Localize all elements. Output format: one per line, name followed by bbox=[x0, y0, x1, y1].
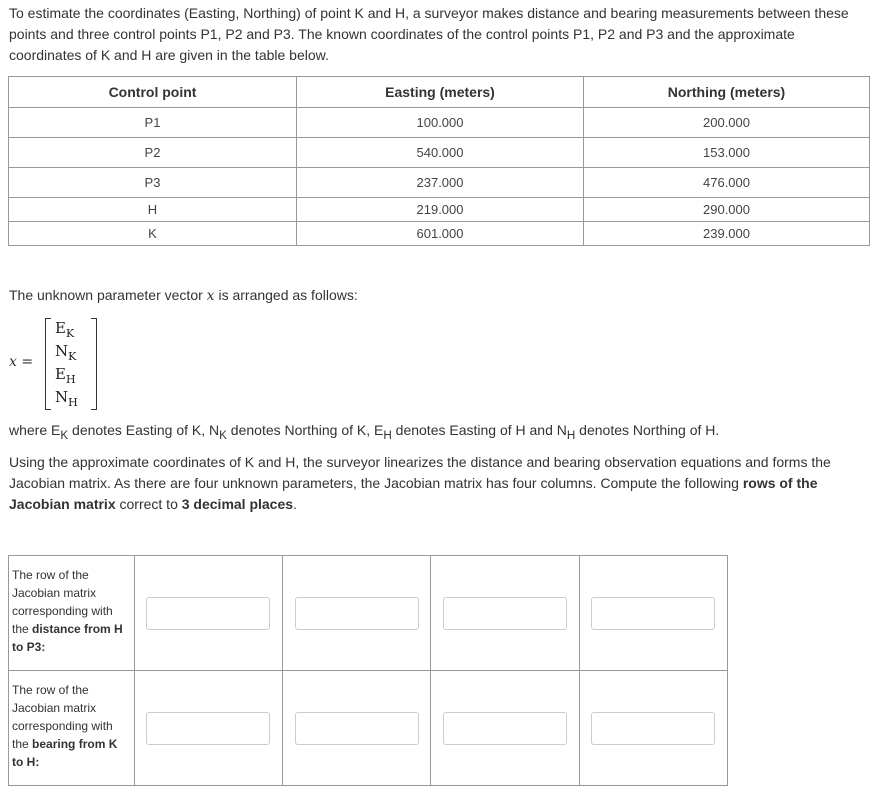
distance-h-p3-col3-input[interactable] bbox=[443, 597, 567, 630]
where-text: denotes Easting of H and N bbox=[391, 422, 567, 438]
bearing-k-h-col3-input[interactable] bbox=[443, 712, 567, 745]
table-header-row bbox=[9, 77, 870, 108]
right-bracket bbox=[91, 318, 97, 410]
instructions-bold: 3 decimal places bbox=[181, 496, 294, 512]
entry-base: N bbox=[55, 388, 69, 406]
cell-point: P3 bbox=[9, 168, 297, 198]
left-bracket bbox=[45, 318, 51, 410]
distance-h-p3-col2-input[interactable] bbox=[295, 597, 419, 630]
cell-point: P1 bbox=[9, 108, 297, 138]
coordinates-table bbox=[8, 76, 870, 246]
cell-northing: 239.000 bbox=[584, 222, 870, 246]
answer-cell bbox=[579, 671, 727, 786]
table-row bbox=[9, 168, 870, 198]
vector-lhs bbox=[9, 354, 33, 370]
unknown-prefix: The unknown parameter vector bbox=[9, 287, 203, 303]
cell-northing: 200.000 bbox=[584, 108, 870, 138]
answer-cell bbox=[134, 671, 282, 786]
parameter-vector bbox=[9, 318, 129, 410]
cell-easting: 540.000 bbox=[297, 138, 584, 168]
where-sub: K bbox=[219, 428, 227, 442]
entry-base: N bbox=[55, 342, 69, 360]
where-sub: H bbox=[566, 428, 576, 442]
entry-sub: K bbox=[65, 327, 75, 340]
distance-h-p3-col4-input[interactable] bbox=[591, 597, 715, 630]
table-row bbox=[9, 108, 870, 138]
cell-easting: 100.000 bbox=[297, 108, 584, 138]
instructions-text: Using the approximate coordinates of K and H, the surveyor linearizes the distance and bearing observation equations and forms the Jacobian matrix. As there are four unknown parameters, the Jacobian matrix has four columns. Compute the following bbox=[9, 454, 831, 491]
table-row bbox=[9, 222, 870, 246]
where-text: denotes Northing of K, E bbox=[226, 422, 384, 438]
bearing-k-h-col2-input[interactable] bbox=[295, 712, 419, 745]
intro-paragraph: To estimate the coordinates (Easting, Northing) of point K and H, a surveyor makes distance and bearing measurements between these points and three control points P1, P2 and P3. The known coordinates of the control points P1, P2 and P3 and the approximate coordinates of K and H are given in the table below. bbox=[9, 5, 849, 63]
vector-symbol: x bbox=[206, 288, 215, 304]
instructions-paragraph bbox=[9, 452, 871, 515]
vector-entry-nh bbox=[55, 388, 87, 409]
cell-easting: 601.000 bbox=[297, 222, 584, 246]
answer-cell bbox=[431, 556, 579, 671]
answer-cell bbox=[134, 556, 282, 671]
header-control-point: Control point bbox=[9, 77, 297, 108]
entry-base: E bbox=[55, 319, 66, 337]
where-sub: K bbox=[60, 428, 69, 442]
cell-easting: 219.000 bbox=[297, 198, 584, 222]
unknown-suffix: is arranged as follows: bbox=[218, 287, 358, 303]
entry-base: E bbox=[55, 365, 66, 383]
where-sentence bbox=[9, 420, 871, 446]
entry-sub: H bbox=[65, 373, 76, 386]
answer-cell bbox=[431, 671, 579, 786]
cell-northing: 153.000 bbox=[584, 138, 870, 168]
equals-sign: = bbox=[21, 354, 34, 370]
cell-northing: 476.000 bbox=[584, 168, 870, 198]
cell-point: H bbox=[9, 198, 297, 222]
answer-cell bbox=[283, 671, 431, 786]
instructions-bold: rows of the Jacobian matrix bbox=[9, 475, 818, 512]
vector-entry-ek bbox=[55, 319, 87, 340]
answer-label-bold: bearing from K to H: bbox=[12, 737, 118, 769]
entry-sub: K bbox=[68, 350, 77, 363]
header-easting: Easting (meters) bbox=[297, 77, 584, 108]
answer-label-bold: distance from H to P3: bbox=[12, 622, 123, 654]
bearing-k-h-col1-input[interactable] bbox=[146, 712, 270, 745]
instructions-text: . bbox=[293, 496, 297, 512]
answer-label-text: The row of the Jacobian matrix corresponding with the bbox=[12, 683, 113, 751]
bearing-k-h-col4-input[interactable] bbox=[591, 712, 715, 745]
header-northing: Northing (meters) bbox=[584, 77, 870, 108]
answer-grid bbox=[8, 555, 728, 786]
where-text: denotes Easting of K, N bbox=[68, 422, 220, 438]
entry-sub: H bbox=[68, 396, 78, 409]
vector-entry-eh bbox=[55, 365, 87, 386]
answer-cell bbox=[283, 556, 431, 671]
where-text: denotes Northing of H. bbox=[575, 422, 720, 438]
vector-lhs-symbol: x bbox=[9, 354, 17, 370]
cell-easting: 237.000 bbox=[297, 168, 584, 198]
answer-label bbox=[9, 671, 135, 786]
answer-row-distance bbox=[9, 556, 728, 671]
instructions-text: correct to bbox=[115, 496, 182, 512]
answer-cell bbox=[579, 556, 727, 671]
table-row bbox=[9, 138, 870, 168]
answer-label bbox=[9, 556, 135, 671]
table-row bbox=[9, 198, 870, 222]
where-sub: H bbox=[383, 428, 392, 442]
vector-entry-nk bbox=[55, 342, 87, 363]
answer-label-text: The row of the Jacobian matrix corresponding with the bbox=[12, 568, 113, 636]
cell-point: K bbox=[9, 222, 297, 246]
cell-point: P2 bbox=[9, 138, 297, 168]
distance-h-p3-col1-input[interactable] bbox=[146, 597, 270, 630]
answer-row-bearing bbox=[9, 671, 728, 786]
unknown-vector-sentence bbox=[9, 285, 871, 307]
cell-northing: 290.000 bbox=[584, 198, 870, 222]
where-text: where E bbox=[9, 422, 61, 438]
